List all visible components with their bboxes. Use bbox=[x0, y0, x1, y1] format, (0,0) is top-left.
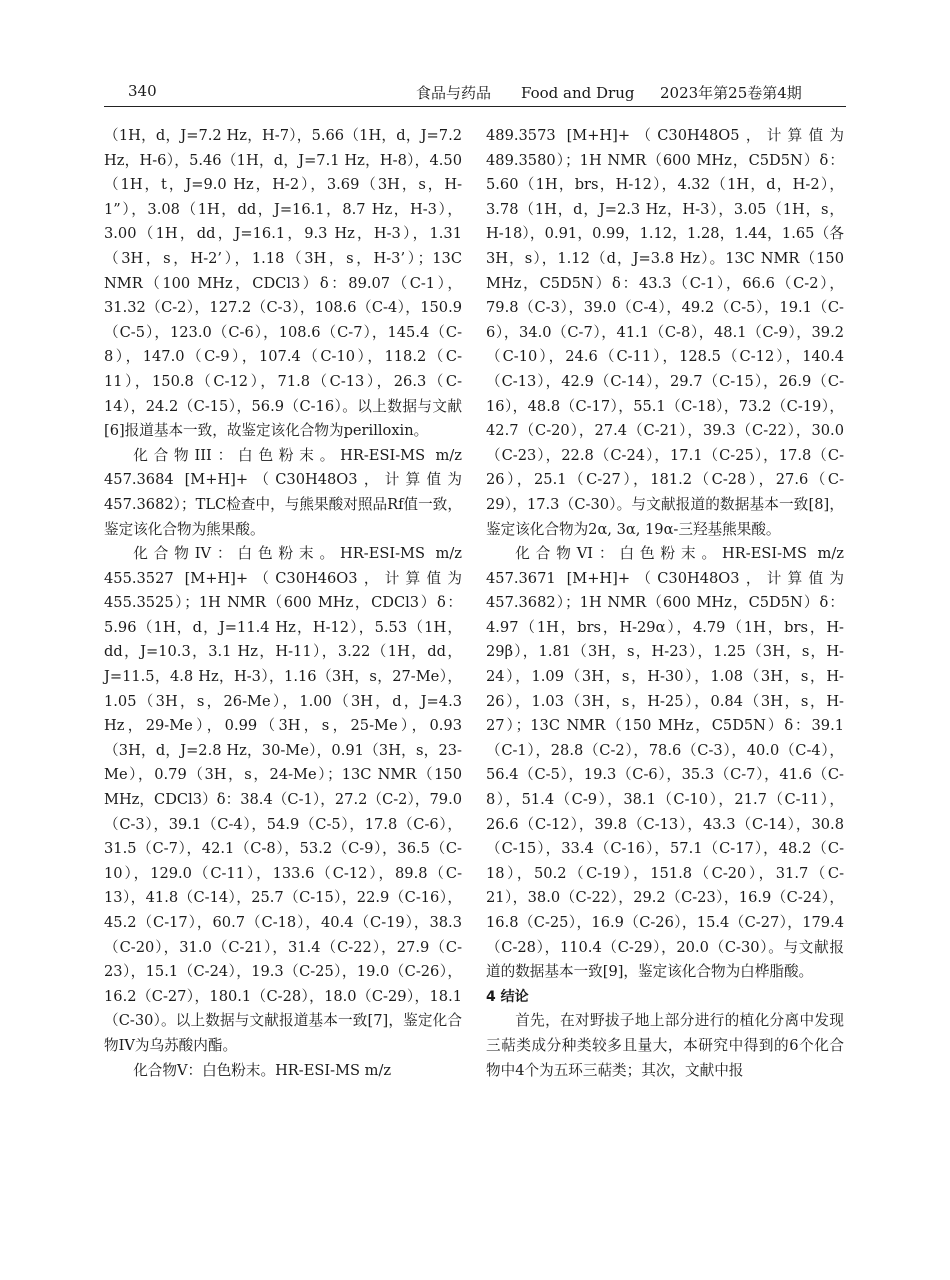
paragraph: 化合物V：白色粉末。HR-ESI-MS m/z bbox=[133, 1061, 392, 1079]
paragraph: 化合物IV：白色粉末。HR-ESI-MS m/z 455.3527 [M+H]+（C30H46O3，计算值为455.3525）；1H NMR（600 MHz，CDCl3）δ：5.96（1H，d，J=11.4 Hz，H-12），5.53（1H，dd，J=10.3，3.1 Hz，H-11），3.22（1H，dd，J=11.5，4.8 Hz，H-3），1.16（3H，s，27-Me），1.05（3H，s，26-Me），1.00（3H，d，J=4.3 Hz，29-Me），0.99（3H，s，25-Me），0.93（3H，d，J=2.8 Hz，30-Me），0.91（3H，s，23-Me），0.79（3H，s，24-Me）；13C NMR（150 MHz，CDCl3）δ：38.4（C-1），27.2（C-2），79.0（C-3），39.1（C-4），54.9（C-5），17.8（C-6），31.5（C-7），42.1（C-8），53.2（C-9），36.5（C-10），129.0（C-11），133.6（C-12），89.8（C-13），41.8（C-14），25.7（C-15），22.9（C-16），45.2（C-17），60.7（C-18），40.4（C-19），38.3（C-20），31.0（C-21），31.4（C-22），27.9（C-23），15.1（C-24），19.3（C-25），19.0（C-26），16.2（C-27），180.1（C-28），18.0（C-29），18.1（C-30）。以上数据与文献报道基本一致[7]，鉴定化合物IV为乌苏酸内酯。 bbox=[104, 545, 462, 1054]
paragraph: 489.3573 [M+H]+（C30H48O5，计算值为489.3580）；1H NMR（600 MHz，C5D5N）δ：5.60（1H，brs，H-12），4.32（1H，d，H-2），3.78（1H，d，J=2.3 Hz，H-3），3.05（1H，s，H-18），0.91，0.99，1.12，1.28，1.44，1.65（各3H，s），1.12（d，J=3.8 Hz）。13C NMR（150 MHz，C5D5N）δ：43.3（C-1），66.6（C-2），79.8（C-3），39.0（C-4），49.2（C-5），19.1（C-6），34.0（C-7），41.1（C-8），48.1（C-9），39.2（C-10），24.6（C-11），128.5（C-12），140.4（C-13），42.9（C-14），29.7（C-15），26.9（C-16），48.8（C-17），55.1（C-18），73.2（C-19），42.7（C-20），27.4（C-21），39.3（C-22），30.0（C-23），22.8（C-24），17.1（C-25），17.8（C-26），25.1（C-27），181.2（C-28），27.6（C-29），17.3（C-30）。与文献报道的数据基本一致[8]，鉴定该化合物为2α, 3α, 19α-三羟基熊果酸。 bbox=[486, 127, 844, 538]
journal-issue: 2023年第25卷第4期 bbox=[660, 84, 802, 102]
journal-name: 食品与药品 Food and Drug bbox=[416, 84, 635, 102]
section-heading: 4 结论 bbox=[486, 988, 529, 1005]
paragraph: 化合物VI：白色粉末。HR-ESI-MS m/z 457.3671 [M+H]+（C30H48O3，计算值为457.3682）；1H NMR（600 MHz，C5D5N）δ：4.97（1H，brs，H-29α），4.79（1H，brs，H-29β），1.81（3H，s，H-23），1.25（3H，s，H-24），1.09（3H，s，H-30），1.08（3H，s，H-26），1.03（3H，s，H-25），0.84（3H，s，H-27）；13C NMR（150 MHz，C5D5N）δ：39.1（C-1），28.8（C-2），78.6（C-3），40.0（C-4），56.4（C-5），19.3（C-6），35.3（C-7），41.6（C-8），51.4（C-9），38.1（C-10），21.7（C-11），26.6（C-12），39.8（C-13），43.3（C-14），30.8（C-15），33.4（C-16），57.1（C-17），48.2（C-18），50.2（C-19），151.8（C-20），31.7（C-21），38.0（C-22），29.2（C-23），16.9（C-24），16.8（C-25），16.9（C-26），15.4（C-27），179.4（C-28），110.4（C-29），20.0（C-30）。与文献报道的数据基本一致[9]，鉴定该化合物为白桦脂酸。 bbox=[486, 545, 844, 981]
right-column bbox=[486, 124, 844, 1083]
left-column bbox=[104, 124, 462, 1083]
page-header bbox=[104, 80, 846, 107]
paragraph: （1H，d，J=7.2 Hz，H-7），5.66（1H，d，J=7.2 Hz，H-6），5.46（1H，d，J=7.1 Hz，H-8），4.50（1H，t，J=9.0 Hz，H-2），3.69（3H，s，H-1”），3.08（1H，dd，J=16.1，8.7 Hz，H-3），3.00（1H，dd，J=16.1，9.3 Hz，H-3），1.31（3H，s，H-2’），1.18（3H，s，H-3’）；13C NMR（100 MHz，CDCl3）δ：89.07（C-1），31.32（C-2），127.2（C-3），108.6（C-4），150.9（C-5），123.0（C-6），108.6（C-7），145.4（C-8），147.0（C-9），107.4（C-10），118.2（C-11），150.8（C-12），71.8（C-13），26.3（C-14），24.2（C-15），56.9（C-16）。以上数据与文献[6]报道基本一致，故鉴定该化合物为perilloxin。 bbox=[104, 127, 462, 440]
page-number: 340 bbox=[128, 82, 157, 100]
paragraph: 首先，在对野拔子地上部分进行的植化分离中发现三萜类成分种类较多且量大，本研究中得到的6个化合物中4个为五环三萜类；其次，文献中报 bbox=[486, 1012, 844, 1079]
paragraph: 化合物III：白色粉末。HR-ESI-MS m/z 457.3684 [M+H]+（C30H48O3，计算值为457.3682）；TLC检查中，与熊果酸对照品Rf值一致，鉴定该化合物为熊果酸。 bbox=[104, 446, 462, 538]
